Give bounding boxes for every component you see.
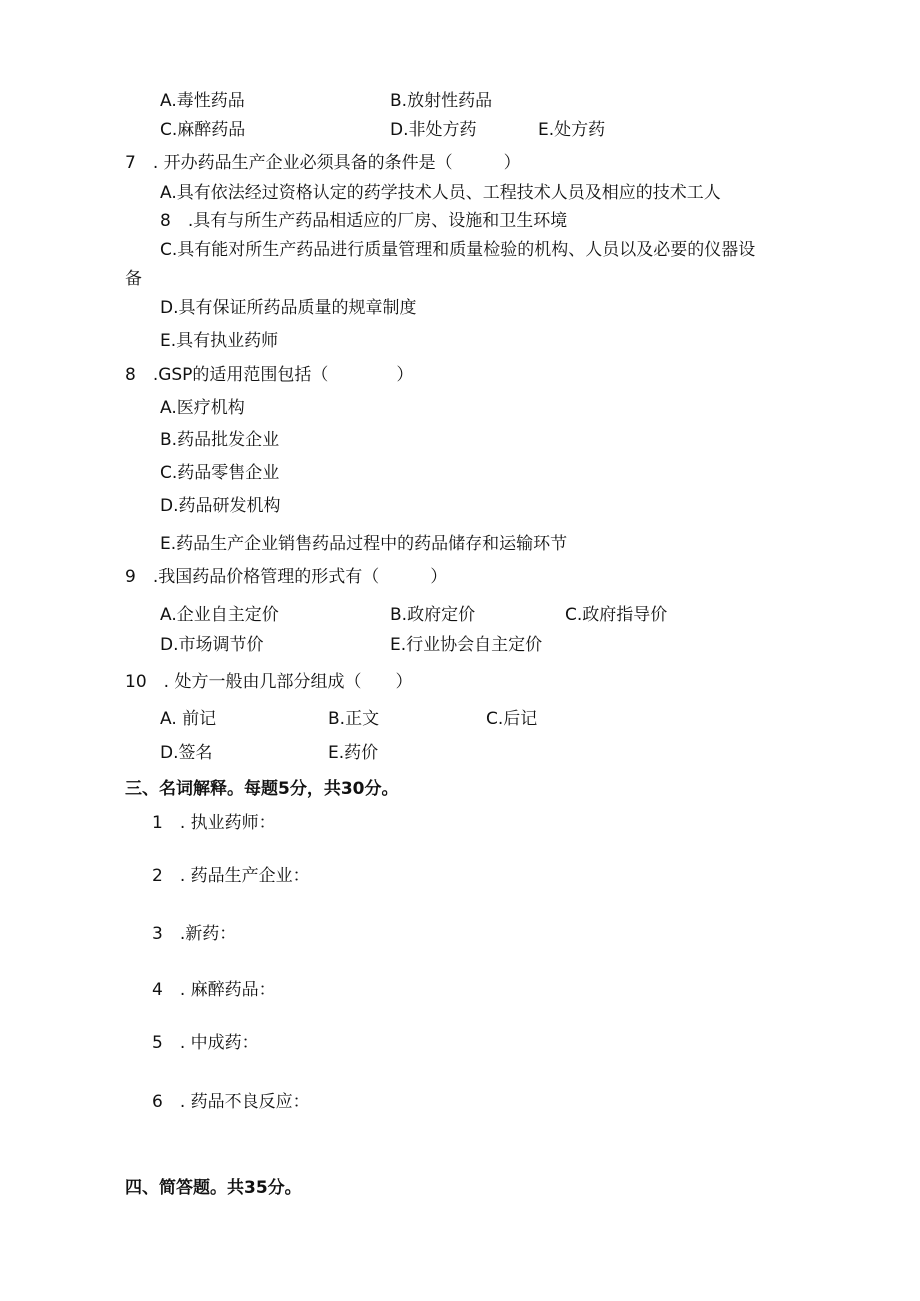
q6-option-e: E.处方药 [538,120,606,140]
q7-option-e: E.具有执业药师 [160,331,279,351]
q9-option-e: E.行业协会自主定价 [390,635,543,655]
q8-option-b: B.药品批发企业 [160,430,280,450]
q9-option-c: C.政府指导价 [565,605,668,625]
q9-option-b: B.政府定价 [390,605,476,625]
q10-stem: 10 . 处方一般由几部分组成（ ） [125,672,413,692]
term-item: 6 . 药品不良反应： [152,1092,310,1112]
q10-option-e: E.药价 [328,743,379,763]
q10-option-a: A. 前记 [160,709,217,729]
q8-option-d: D.药品研发机构 [160,496,281,516]
q8-option-c: C.药品零售企业 [160,463,280,483]
q10-option-c: C.后记 [486,709,538,729]
term-item: 5 . 中成药： [152,1033,259,1053]
q7-option-a: A.具有依法经过资格认定的药学技术人员、工程技术人员及相应的技术工人 [160,183,721,203]
term-item: 2 . 药品生产企业： [152,866,310,886]
q6-option-b: B.放射性药品 [390,91,493,111]
q10-option-b: B.正文 [328,709,380,729]
q6-option-d: D.非处方药 [390,120,477,140]
q6-option-c: C.麻醉药品 [160,120,246,140]
q8-stem: 8 .GSP的适用范围包括（ ） [125,365,414,385]
q8-option-e: E.药品生产企业销售药品过程中的药品储存和运输环节 [160,534,568,554]
section-4-title: 四、简答题。共35分。 [125,1178,302,1198]
q7-stem: 7 . 开办药品生产企业必须具备的条件是（ ） [125,153,521,173]
q7-option-c-continued: 备 [125,269,142,289]
term-item: 3 .新药： [152,924,237,944]
q10-option-d: D.签名 [160,743,213,763]
section-3-title: 三、名词解释。每题5分，共30分。 [125,779,399,799]
q7-option-c: C.具有能对所生产药品进行质量管理和质量检验的机构、人员以及必要的仪器设 [160,240,756,260]
q8-option-a: A.医疗机构 [160,398,245,418]
q7-option-d: D.具有保证所药品质量的规章制度 [160,298,417,318]
q6-option-a: A.毒性药品 [160,91,245,111]
term-item: 4 . 麻醉药品： [152,980,276,1000]
q9-option-a: A.企业自主定价 [160,605,279,625]
q9-option-d: D.市场调节价 [160,635,264,655]
term-item: 1 . 执业药师： [152,813,276,833]
q9-stem: 9 .我国药品价格管理的形式有（ ） [125,567,448,587]
q7-option-b: 8 .具有与所生产药品相适应的厂房、设施和卫生环境 [160,211,568,231]
